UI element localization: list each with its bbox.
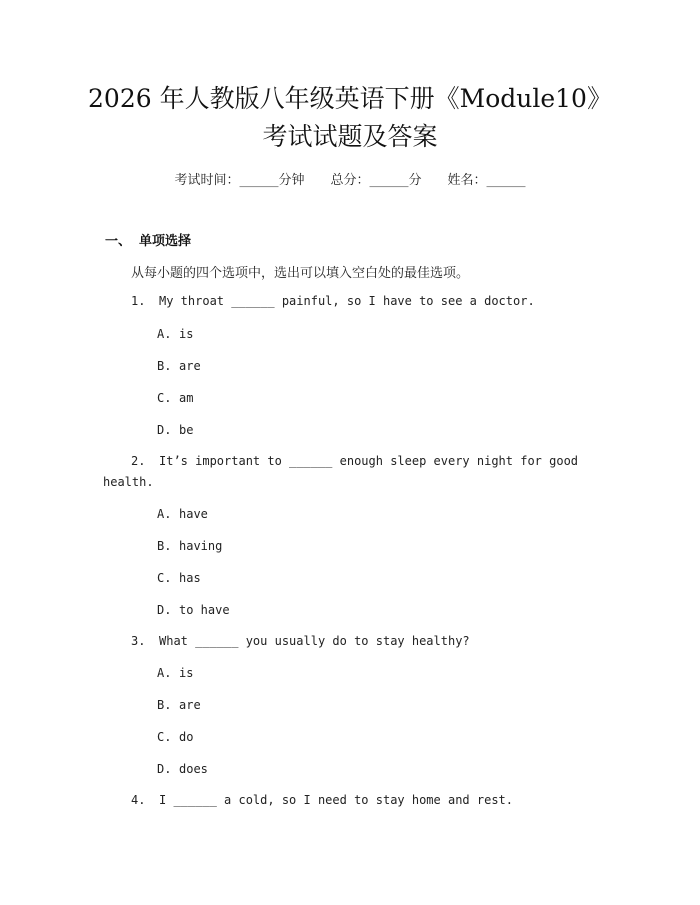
question-text: I ______ a cold, so I need to stay home and rest. xyxy=(159,793,514,807)
option-letter: D. xyxy=(157,762,172,776)
section-instruction: 从每小题的四个选项中，选出可以填入空白处的最佳选项。 xyxy=(131,266,470,281)
option-letter: D. xyxy=(157,423,172,437)
question-2-continuation: health. xyxy=(103,475,154,489)
exam-name-field: 姓名：______ xyxy=(447,173,526,188)
option-1c xyxy=(157,391,193,405)
option-text: do xyxy=(179,730,194,744)
exam-total-score: 总分：______分 xyxy=(330,173,422,188)
option-1d xyxy=(157,423,193,437)
question-text: It’s important to ______ enough sleep every night for good xyxy=(159,454,579,468)
question-3 xyxy=(131,631,591,651)
question-text: My throat ______ painful, so I have to see a doctor. xyxy=(159,294,535,308)
question-number: 2. xyxy=(131,454,146,468)
option-letter: C. xyxy=(157,730,172,744)
option-2c xyxy=(157,571,201,585)
option-1b xyxy=(157,359,201,373)
option-text: to have xyxy=(179,603,230,617)
option-2d xyxy=(157,603,230,617)
option-3a xyxy=(157,666,193,680)
option-2b xyxy=(157,539,222,553)
exam-meta xyxy=(0,169,700,188)
option-text: is xyxy=(179,327,194,341)
page-title: 2026 年人教版八年级英语下册《Module10》 xyxy=(88,84,612,113)
option-1a xyxy=(157,327,193,341)
option-letter: C. xyxy=(157,571,172,585)
question-number: 1. xyxy=(131,294,146,308)
question-1 xyxy=(131,291,591,311)
exam-time: 考试时间：______分钟 xyxy=(174,173,305,188)
option-letter: B. xyxy=(157,359,172,373)
option-text: are xyxy=(179,359,201,373)
option-3c xyxy=(157,730,193,744)
question-2 xyxy=(131,451,591,471)
question-number: 3. xyxy=(131,634,146,648)
option-letter: B. xyxy=(157,698,172,712)
option-2a xyxy=(157,507,208,521)
option-text: is xyxy=(179,666,194,680)
option-letter: B. xyxy=(157,539,172,553)
question-4 xyxy=(131,790,591,810)
option-letter: C. xyxy=(157,391,172,405)
option-letter: A. xyxy=(157,666,172,680)
option-text: has xyxy=(179,571,201,585)
option-letter: D. xyxy=(157,603,172,617)
option-letter: A. xyxy=(157,507,172,521)
option-text: does xyxy=(179,762,208,776)
option-3d xyxy=(157,762,208,776)
option-letter: A. xyxy=(157,327,172,341)
section-heading xyxy=(105,230,191,249)
option-text: have xyxy=(179,507,208,521)
option-text: am xyxy=(179,391,194,405)
question-text: What ______ you usually do to stay healthy? xyxy=(159,634,470,648)
option-text: be xyxy=(179,423,194,437)
question-number: 4. xyxy=(131,793,146,807)
option-text: are xyxy=(179,698,201,712)
option-text: having xyxy=(179,539,223,553)
option-3b xyxy=(157,698,201,712)
section-title: 单项选择 xyxy=(139,234,192,249)
section-number: 一、 xyxy=(105,234,132,249)
page-subtitle: 考试试题及答案 xyxy=(262,122,438,151)
